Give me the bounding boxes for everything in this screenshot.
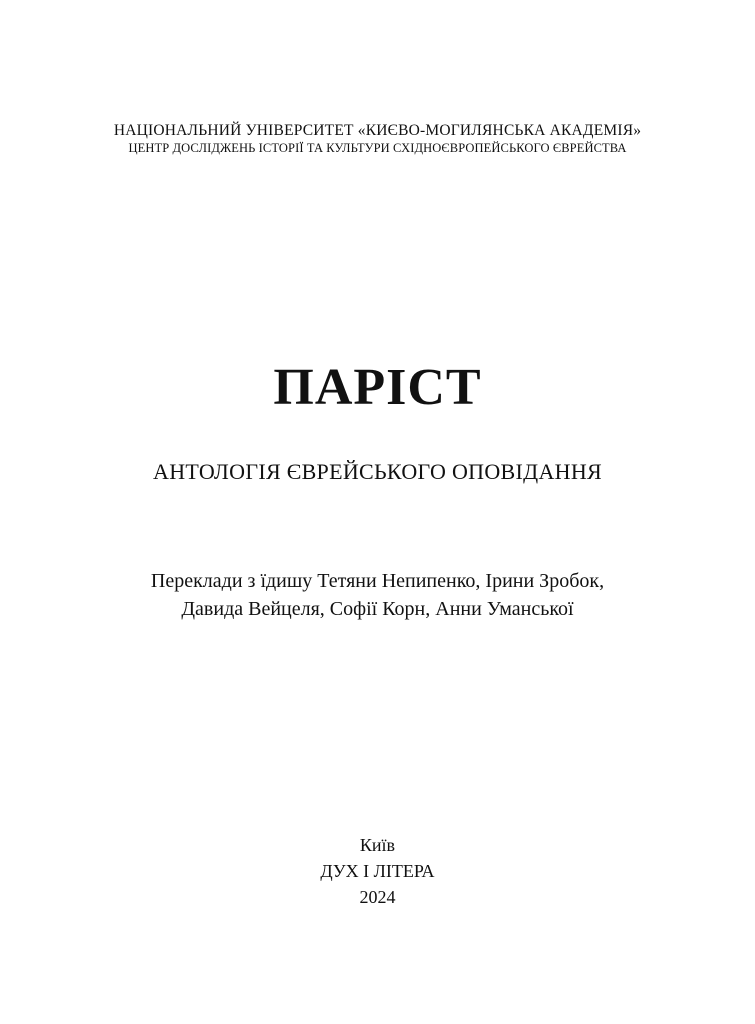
translators-line-2: Давида Вейцеля, Софії Корн, Анни Уманської bbox=[181, 598, 574, 620]
university-name: НАЦІОНАЛЬНИЙ УНІВЕРСИТЕТ «КИЄВО-МОГИЛЯНСЬКА АКАДЕМІЯ» bbox=[113, 122, 642, 139]
imprint-publisher: ДУХ І ЛІТЕРА bbox=[320, 861, 435, 881]
imprint-year: 2024 bbox=[359, 887, 396, 907]
research-center-name: ЦЕНТР ДОСЛІДЖЕНЬ ІСТОРІЇ ТА КУЛЬТУРИ СХІДНОЄВРОПЕЙСЬКОГО ЄВРЕЙСТВА bbox=[128, 141, 627, 155]
imprint-city: Київ bbox=[359, 835, 396, 855]
imprint bbox=[0, 832, 755, 910]
translators-line-1: Переклади з їдишу Тетяни Непипенко, Ірини Зробок, bbox=[150, 570, 605, 592]
book-title: ПАРІСТ bbox=[273, 359, 482, 416]
translators-credit bbox=[0, 567, 755, 623]
book-subtitle: АНТОЛОГІЯ ЄВРЕЙСЬКОГО ОПОВІДАННЯ bbox=[153, 459, 602, 484]
